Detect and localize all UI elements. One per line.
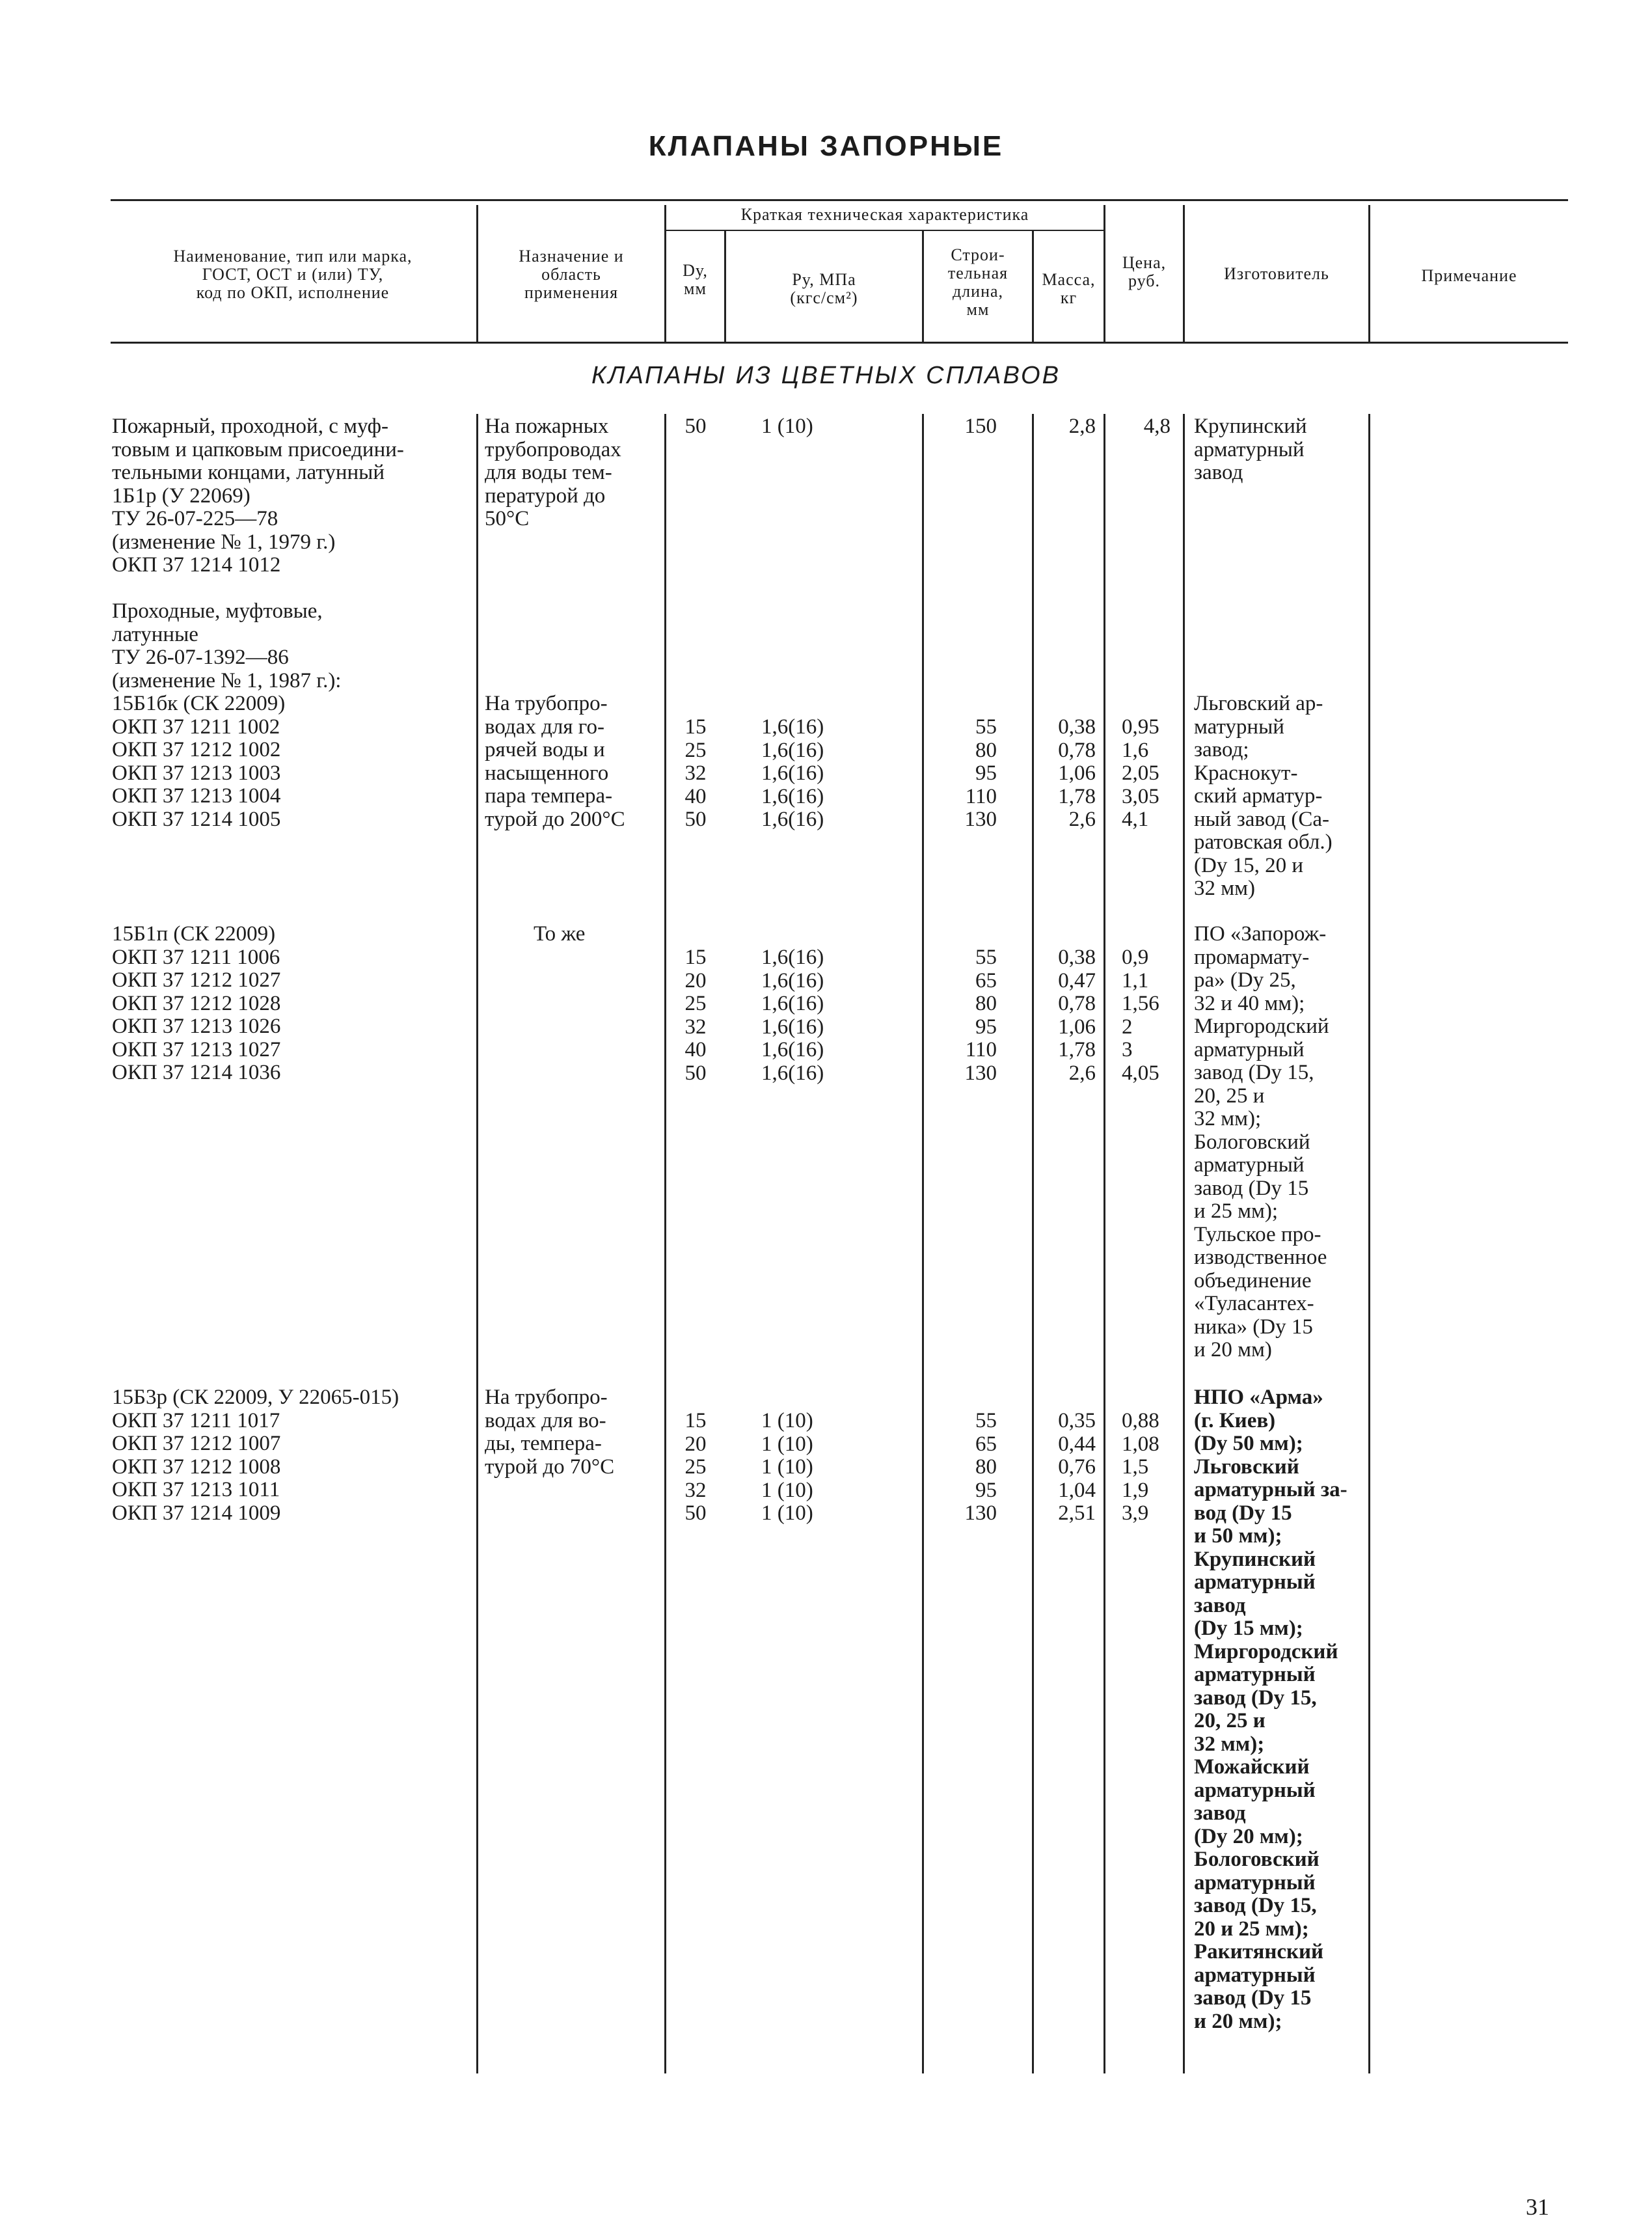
row-1-mass: 2,8 <box>1068 415 1096 438</box>
group-header-rule <box>664 230 1104 231</box>
column-divider <box>1032 414 1034 2073</box>
section-title: КЛАПАНЫ ИЗ ЦВЕТНЫХ СПЛАВОВ <box>591 362 1061 389</box>
row-1-length: 150 <box>964 415 997 438</box>
row-2-mass: 0,38 0,78 1,06 1,78 2,6 <box>1058 715 1096 831</box>
header-py: Pу, МПа (кгс/см²) <box>790 270 858 307</box>
row-3-name: 15Б1п (СК 22009) ОКП 37 1211 1006 ОКП 37 1212 1027 ОКП 37 1212 1028 ОКП 37 1213 1026 ОКП 37 1213 1027 ОКП 37 1214 1036 <box>112 922 281 1084</box>
header-dy: Dу, мм <box>683 261 708 298</box>
row-4-price: 0,88 1,08 1,5 1,9 3,9 <box>1122 1409 1159 1525</box>
row-3-mass: 0,38 0,47 0,78 1,06 1,78 2,6 <box>1058 946 1096 1085</box>
row-4-purpose: На трубопро- водах для во- ды, темпера- турой до 70°С <box>485 1386 615 1479</box>
header-bottom-rule <box>111 342 1568 344</box>
page-number: 31 <box>1526 2194 1549 2220</box>
row-2-name: Проходные, муфтовые, латунные ТУ 26-07-1392—86 (изменение № 1, 1987 г.): 15Б1бк (СК 22009) ОКП 37 1211 1002 ОКП 37 1212 1002 ОКП 37 1213 1003 ОКП 37 1213 1004 ОКП 37 1214 1005 <box>112 599 342 831</box>
row-1-dy: 50 <box>684 415 707 438</box>
column-divider <box>664 414 666 2073</box>
page-title: КЛАПАНЫ ЗАПОРНЫЕ <box>648 130 1004 162</box>
column-divider <box>922 414 924 2073</box>
row-4-dy: 15 20 25 32 50 <box>684 1409 707 1525</box>
row-1-py: 1 (10) <box>761 415 813 438</box>
row-2-dy: 15 25 32 40 50 <box>684 715 707 831</box>
row-4-py: 1 (10) 1 (10) 1 (10) 1 (10) 1 (10) <box>761 1409 813 1525</box>
row-4-mass: 0,35 0,44 0,76 1,04 2,51 <box>1058 1409 1096 1525</box>
header-mass: Масса, кг <box>1042 270 1096 307</box>
header-length: Строи- тельная длина, мм <box>947 245 1009 319</box>
row-2-length: 55 80 95 110 130 <box>964 715 997 831</box>
row-4-length: 55 65 80 95 130 <box>964 1409 997 1525</box>
row-1-maker: Крупинский арматурный завод <box>1194 415 1307 484</box>
row-4-maker: НПО «Арма» (г. Киев) (Dу 50 мм); Льговский арматурный за- вод (Dу 15 и 50 мм); Крупинский арматурный завод (Dу 15 мм); Миргородский арматурный завод (Dу 15, 20, 25 и 32 мм); Можайский арматурный завод (Dу 20 мм); Бологовский арматурный завод (Dу 15, 20 и 25 мм); Ракитянский арматурный завод (Dу 15 и 20 мм); <box>1194 1386 1347 2033</box>
row-3-maker: ПО «Запорож- промармату- ра» (Dу 25, 32 и 40 мм); Миргородский арматурный завод (Dу 15, 20, 25 и 32 мм); Бологовский арматурный завод (Dу 15 и 25 мм); Тульское про- изводственное объединение «Туласантех- ника» (Dу 15 и 20 мм) <box>1194 922 1329 1361</box>
header-name: Наименование, тип или марка, ГОСТ, ОСТ и (или) ТУ, код по ОКП, исполнение <box>173 247 413 302</box>
row-3-py: 1,6(16) 1,6(16) 1,6(16) 1,6(16) 1,6(16) 1,6(16) <box>761 946 824 1085</box>
row-1-price: 4,8 <box>1143 415 1171 438</box>
row-3-length: 55 65 80 95 110 130 <box>964 946 997 1085</box>
row-3-price: 0,9 1,1 1,56 2 3 4,05 <box>1122 946 1159 1085</box>
column-divider <box>1104 414 1105 2073</box>
column-divider <box>1183 414 1185 2073</box>
header-note: Примечание <box>1421 266 1517 285</box>
header-top-rule <box>111 199 1568 201</box>
header-maker: Изготовитель <box>1224 264 1329 283</box>
column-divider <box>476 414 478 2073</box>
header-purpose: Назначение и область применения <box>519 247 624 302</box>
header-technical-group: Краткая техническая характеристика <box>740 205 1029 224</box>
row-1-name: Пожарный, проходной, с муф- товым и цапковым присоедини- тельными концами, латунный 1Б1р (У 22069) ТУ 26-07-225—78 (изменение № 1, 1979 г.) ОКП 37 1214 1012 <box>112 415 404 577</box>
row-2-py: 1,6(16) 1,6(16) 1,6(16) 1,6(16) 1,6(16) <box>761 715 824 831</box>
row-2-price: 0,95 1,6 2,05 3,05 4,1 <box>1122 715 1159 831</box>
row-1-purpose: На пожарных трубопроводах для воды тем- пературой до 50°С <box>485 415 621 530</box>
row-3-dy: 15 20 25 32 40 50 <box>684 946 707 1085</box>
row-3-purpose: То же <box>534 922 586 946</box>
column-divider <box>1368 414 1370 2073</box>
row-2-maker: Льговский ар- матурный завод; Краснокут- ский арматур- ный завод (Са- ратовская обл.) (Dу 15, 20 и 32 мм) <box>1194 692 1333 900</box>
header-price: Цена, руб. <box>1122 253 1167 290</box>
row-4-name: 15Б3р (СК 22009, У 22065-015) ОКП 37 1211 1017 ОКП 37 1212 1007 ОКП 37 1212 1008 ОКП 37 1213 1011 ОКП 37 1214 1009 <box>112 1386 399 1525</box>
row-2-purpose: На трубопро- водах для го- рячей воды и насыщенного пара темпера- турой до 200°С <box>485 692 625 831</box>
